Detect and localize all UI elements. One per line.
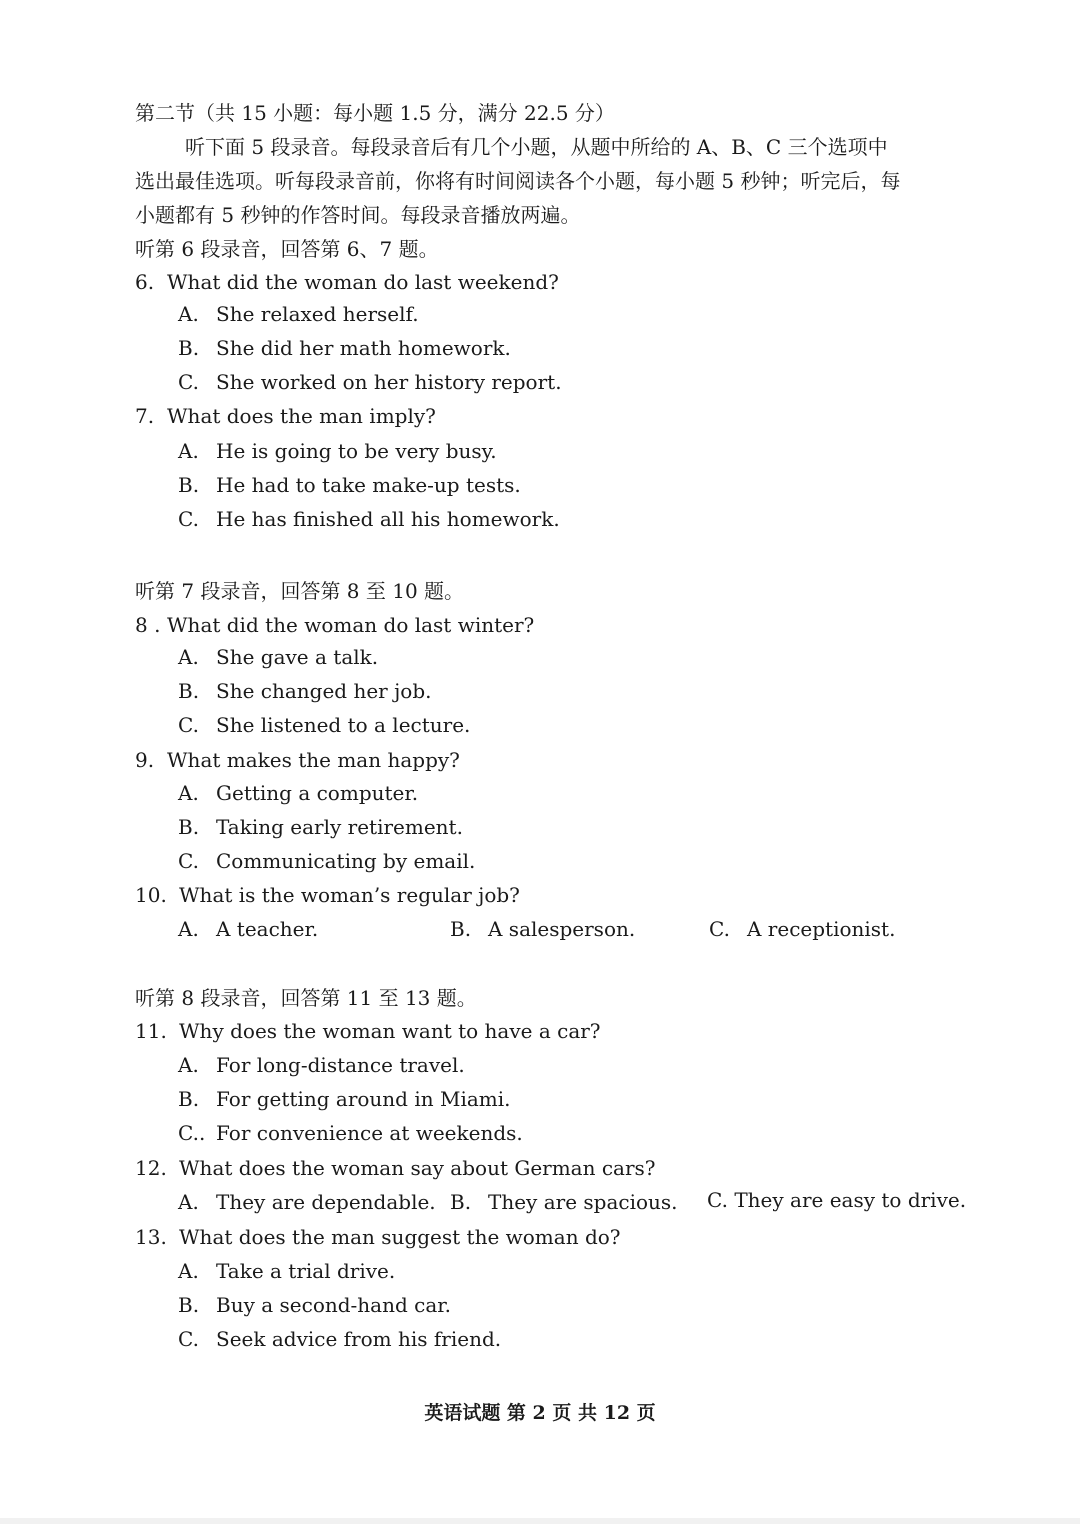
- option-letter: B.: [450, 917, 472, 941]
- question-text: What did the woman do last winter?: [167, 613, 535, 637]
- question-text: What does the man imply?: [167, 404, 436, 428]
- option-text: He had to take make-up tests.: [216, 473, 521, 497]
- question-text: What makes the man happy?: [167, 748, 460, 772]
- option-text: Communicating by email.: [216, 849, 476, 873]
- option: [178, 711, 470, 739]
- section-heading: 第二节（共 15 小题：每小题 1.5 分，满分 22.5 分）: [135, 101, 615, 125]
- option-text: A receptionist.: [747, 917, 896, 941]
- question-text: What did the woman do last weekend?: [167, 270, 559, 294]
- option: [178, 813, 463, 841]
- instruction-line-2: 选出最佳选项。听每段录音前，你将有时间阅读各个小题，每小题 5 秒钟；听完后，每: [135, 169, 901, 193]
- group-label: 听第 8 段录音，回答第 11 至 13 题。: [135, 986, 477, 1010]
- question: [135, 268, 559, 296]
- option: [178, 847, 475, 875]
- question: [135, 746, 460, 774]
- option-text: She did her math homework.: [216, 336, 511, 360]
- option: [178, 677, 432, 705]
- option: [178, 505, 560, 533]
- question: [135, 1223, 621, 1251]
- instruction-line-3: 小题都有 5 秒钟的作答时间。每段录音播放两遍。: [135, 203, 581, 227]
- option: [178, 643, 378, 671]
- option-letter: C.: [178, 370, 199, 394]
- question-text: What is the woman’s regular job?: [179, 883, 520, 907]
- option: [178, 300, 419, 328]
- question: [135, 402, 436, 430]
- option-letter: A.: [178, 917, 199, 941]
- option-text: She changed her job.: [216, 679, 432, 703]
- option-text: Seek advice from his friend.: [216, 1327, 502, 1351]
- option-letter: C..: [178, 1121, 206, 1145]
- option-text: He has finished all his homework.: [216, 507, 560, 531]
- option-letter: A.: [178, 439, 199, 463]
- option-text: He is going to be very busy.: [216, 439, 497, 463]
- option-letter: A.: [178, 781, 199, 805]
- option-letter: B.: [178, 1087, 200, 1111]
- option-text: She gave a talk.: [216, 645, 379, 669]
- option-letter: A.: [178, 302, 199, 326]
- option: [450, 915, 635, 943]
- question-number: 10.: [135, 883, 167, 907]
- question: [135, 881, 520, 909]
- option-text: She worked on her history report.: [216, 370, 562, 394]
- option-text: She listened to a lecture.: [216, 713, 471, 737]
- option-letter: A.: [178, 645, 199, 669]
- question-number: 11.: [135, 1019, 167, 1043]
- option: [178, 334, 511, 362]
- option-text: They are dependable.: [216, 1190, 436, 1214]
- option-letter: C.: [178, 849, 199, 873]
- option-text: A salesperson.: [488, 917, 636, 941]
- option-letter: C.: [178, 713, 199, 737]
- option-text: For convenience at weekends.: [216, 1121, 523, 1145]
- question-number: 12.: [135, 1156, 167, 1180]
- option-letter: A.: [178, 1053, 199, 1077]
- option: [450, 1188, 678, 1216]
- option: [178, 1291, 451, 1319]
- option-text: She relaxed herself.: [216, 302, 419, 326]
- option-letter: C.: [178, 507, 199, 531]
- option: [178, 1257, 395, 1285]
- option-letter: A.: [178, 1259, 199, 1283]
- question-number: 7.: [135, 404, 155, 428]
- question: [135, 611, 534, 639]
- question-number: 6.: [135, 270, 155, 294]
- option-text: They are easy to drive.: [734, 1188, 967, 1212]
- question-text: What does the woman say about German cars?: [179, 1156, 656, 1180]
- option-letter: B.: [178, 815, 200, 839]
- option: [178, 1325, 501, 1353]
- option: [178, 1051, 465, 1079]
- option: [178, 915, 318, 943]
- option-letter: B.: [178, 336, 200, 360]
- option-text: Taking early retirement.: [216, 815, 463, 839]
- option: [178, 1119, 523, 1147]
- option-text: For getting around in Miami.: [216, 1087, 511, 1111]
- instruction-line-1: 听下面 5 段录音。每段录音后有几个小题，从题中所给的 A、B、C 三个选项中: [185, 135, 888, 159]
- option: [178, 368, 562, 396]
- question: [135, 1017, 601, 1045]
- option-letter: C.: [178, 1327, 199, 1351]
- question-number: 9.: [135, 748, 155, 772]
- option-letter: C.: [709, 917, 730, 941]
- option-letter: B.: [450, 1190, 472, 1214]
- page-footer: 英语试题 第 2 页 共 12 页: [424, 1402, 656, 1424]
- question: [135, 1154, 656, 1182]
- option: [178, 1085, 511, 1113]
- group-label: 听第 6 段录音，回答第 6、7 题。: [135, 237, 439, 261]
- option-letter: B.: [178, 1293, 200, 1317]
- option-text: Buy a second-hand car.: [216, 1293, 451, 1317]
- option: [709, 915, 895, 943]
- option-text: For long-distance travel.: [216, 1053, 465, 1077]
- option-letter: A.: [178, 1190, 199, 1214]
- question-number: 8 .: [135, 613, 161, 637]
- question-number: 13.: [135, 1225, 167, 1249]
- option: [178, 1188, 436, 1216]
- option-text: A teacher.: [216, 917, 319, 941]
- option-text: Getting a computer.: [216, 781, 419, 805]
- option: [178, 779, 418, 807]
- option-letter: B.: [178, 679, 200, 703]
- option-letter: C.: [707, 1188, 728, 1212]
- option-letter: B.: [178, 473, 200, 497]
- option: [178, 437, 497, 465]
- option-text: Take a trial drive.: [216, 1259, 396, 1283]
- question-text: What does the man suggest the woman do?: [179, 1225, 621, 1249]
- option-text: They are spacious.: [488, 1190, 678, 1214]
- group-label: 听第 7 段录音，回答第 8 至 10 题。: [135, 579, 465, 603]
- question-text: Why does the woman want to have a car?: [179, 1019, 601, 1043]
- scan-edge: [0, 1518, 1080, 1524]
- option: [178, 471, 521, 499]
- option: [707, 1186, 966, 1214]
